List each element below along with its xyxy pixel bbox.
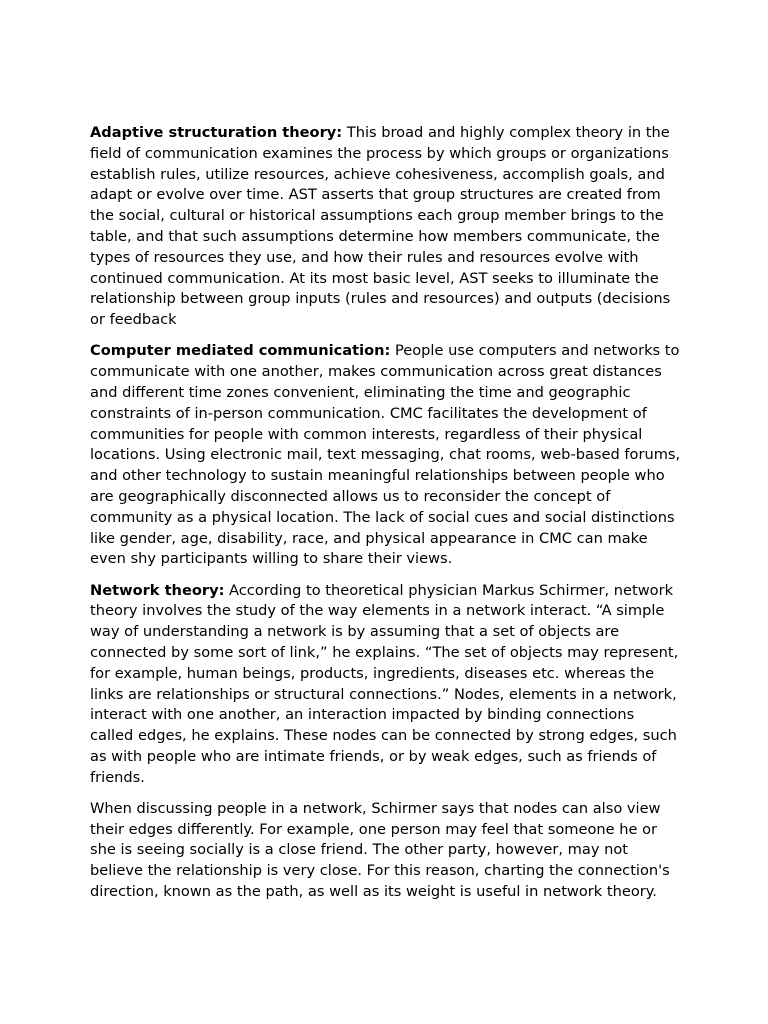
paragraph-text: When discussing people in a network, Schirmer says that nodes can also view their edges differently. For example, one person may feel that someone he or she is seeing socially is a close friend. The other party, however, may not believe the relationship is very close. For this reason, charting the connection's direction, known as the path, as well as its weight is useful in network theory. (90, 799, 670, 901)
document-page (90, 123, 682, 913)
term-heading: Network theory: (90, 581, 225, 599)
paragraph-text: People use computers and networks to communicate with one another, makes communication across great distances and different time zones convenient, eliminating the time and geographic constraints of in-person communication. CMC facilitates the development of communities for people with common interests, regardless of their physical locations. Using electronic mail, text messaging, chat rooms, web-based forums, and other technology to sustain meaningful relationships between people who are geographically disconnected allows us to reconsider the concept of community as a physical location. The lack of social cues and social distinctions like gender, age, disability, race, and physical appearance in CMC can make even shy participants willing to share their views. (90, 342, 681, 568)
paragraph-text: According to theoretical physician Markus Schirmer, network theory involves the study of the way elements in a network interact. “A simple way of understanding a network is by assuming that a set of objects are connected by some sort of link,” he explains. “The set of objects may represent, for example, human beings, products, ingredients, diseases etc. whereas the links are relationships or structural connections.” Nodes, elements in a network, interact with one another, an interaction impacted by binding connections called edges, he explains. These nodes can be connected by strong edges, such as with people who are intimate friends, or by weak edges, such as friends of friends. (90, 581, 679, 786)
paragraph-text: This broad and highly complex theory in the field of communication examines the process by which groups or organizations establish rules, utilize resources, achieve cohesiveness, accomplish goals, and adapt or evolve over time. AST asserts that group structures are created from the social, cultural or historical assumptions each group member brings to the table, and that such assumptions determine how members communicate, the types of resources they use, and how their rules and resources evolve with continued communication. At its most basic level, AST seeks to illuminate the relationship between group inputs (rules and resources) and outputs (decisions or feedback (90, 124, 671, 329)
paragraph-network-theory (90, 581, 682, 789)
term-heading: Computer mediated communication: (90, 342, 391, 360)
paragraph-adaptive-structuration-theory (90, 123, 682, 331)
paragraph-computer-mediated-communication (90, 341, 682, 570)
term-heading: Adaptive structuration theory: (90, 124, 343, 141)
paragraph-network-edges (90, 799, 682, 903)
